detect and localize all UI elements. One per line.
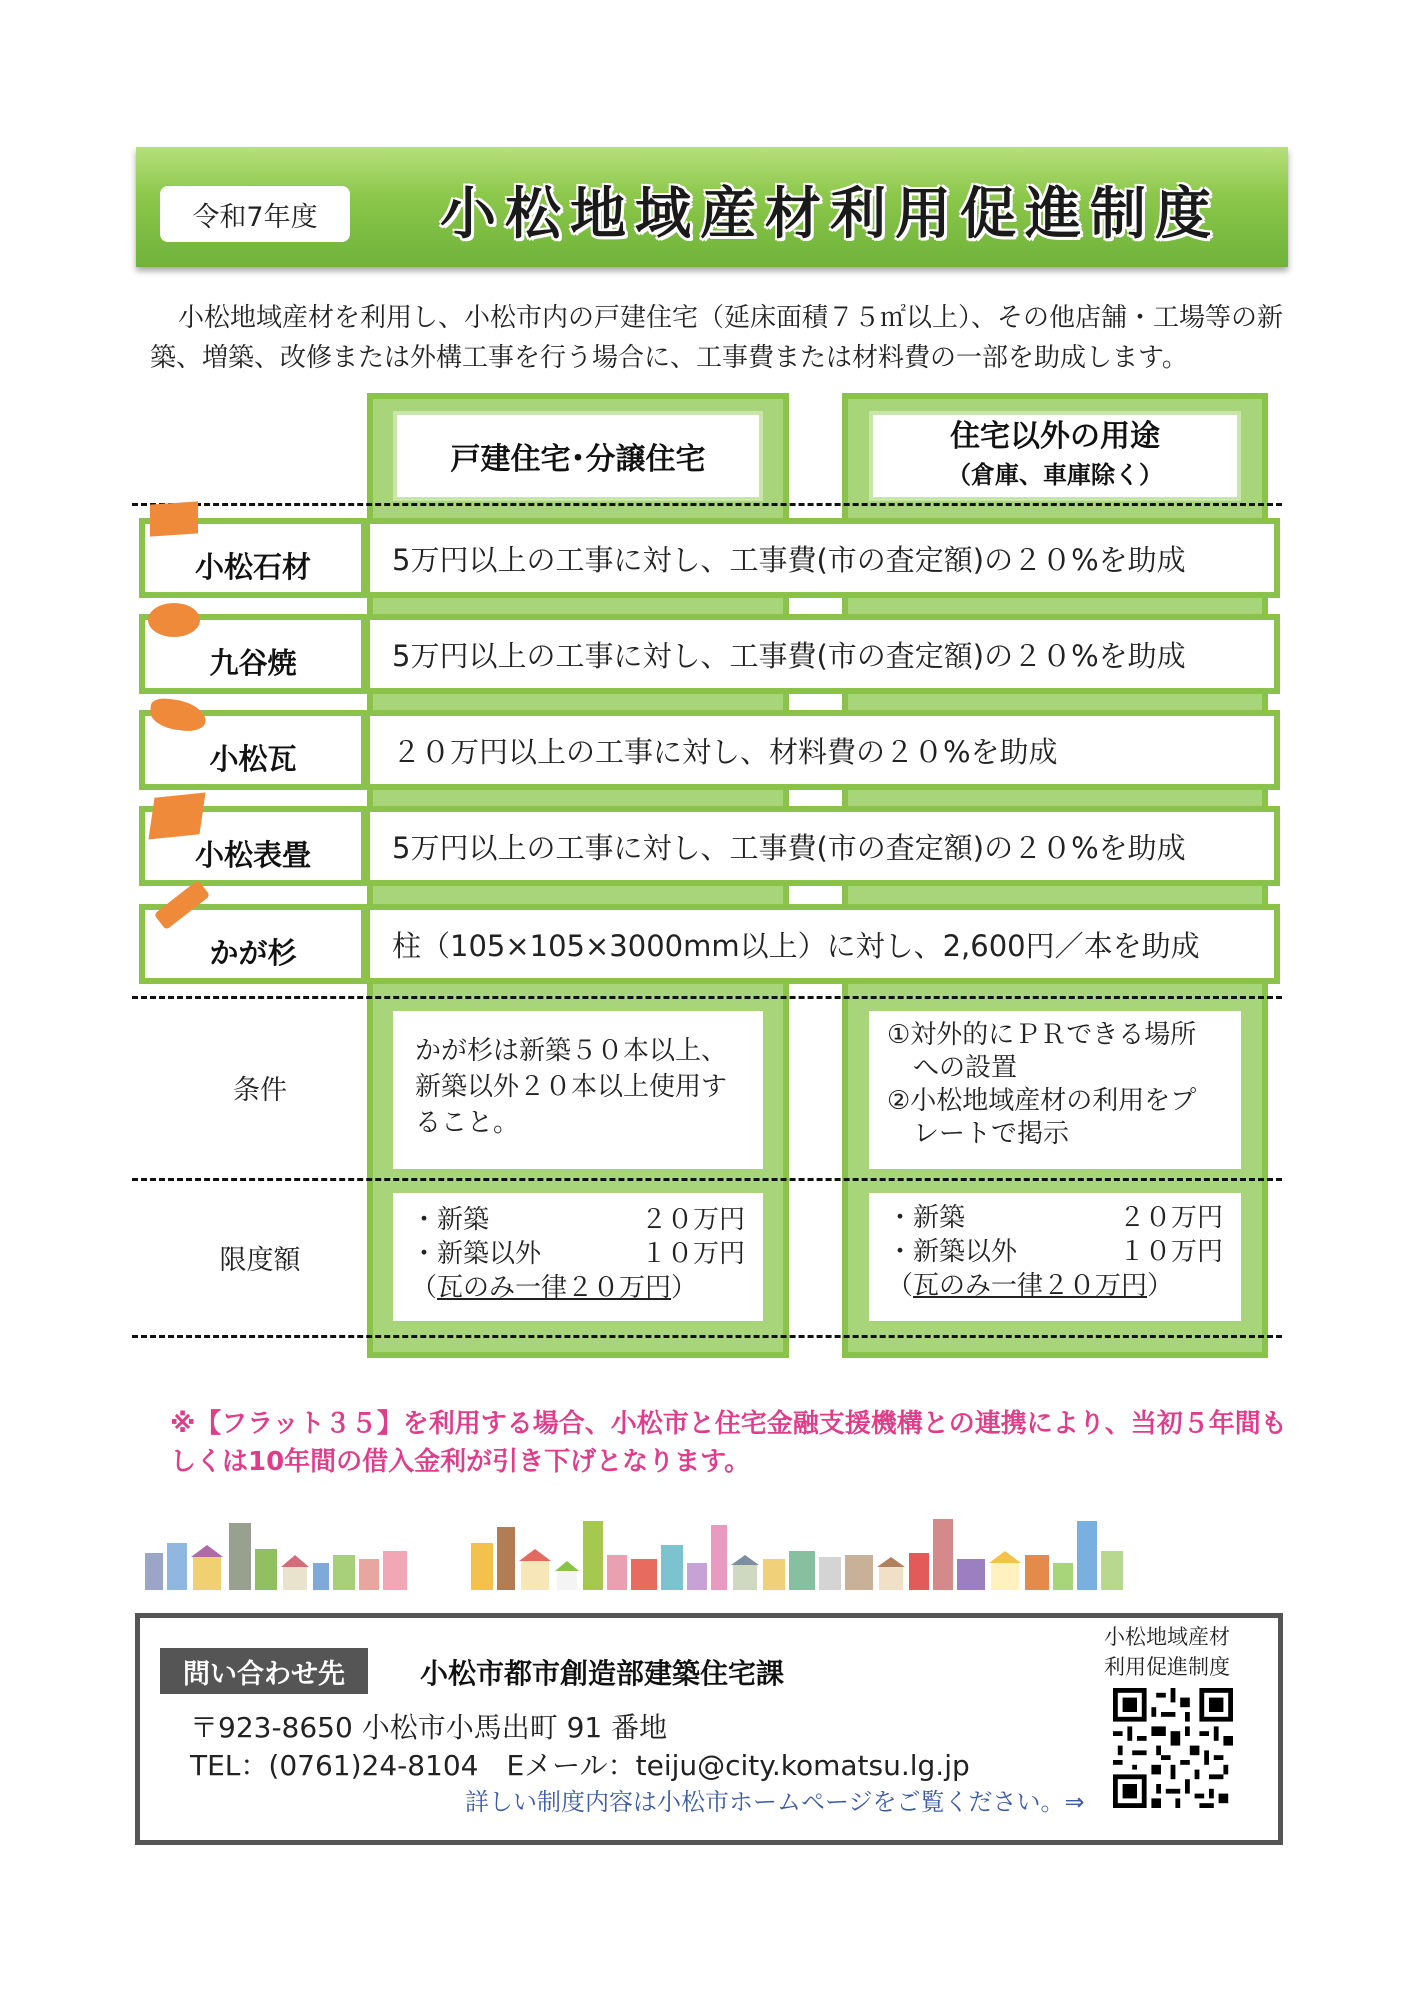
limit-other-label: ・新築以外 (887, 1237, 1018, 1267)
residential-conditions: かが杉は新築５０本以上、新築以外２０本以上使用すること。 (393, 1011, 763, 1169)
material-desc-stone: 5万円以上の工事に対し、工事費(市の査定額)の２０%を助成 (364, 518, 1280, 598)
paren: ） (1147, 1271, 1174, 1301)
material-label-tile: 小松瓦 (139, 710, 367, 790)
material-label-kutani: 九谷焼 (139, 614, 367, 694)
limit-new-label: ・新築 (887, 1203, 966, 1233)
fiscal-year-label: 令和7年度 (160, 186, 350, 242)
non-residential-conditions (869, 1011, 1241, 1169)
contact-tag: 問い合わせ先 (160, 1648, 368, 1694)
condition-line: レートで掲示 (913, 1119, 1070, 1149)
stone-ornament-icon (150, 501, 198, 536)
condition-line: への設置 (913, 1053, 1018, 1083)
flat35-note: ※【フラット３５】を利用する場合、小松市と住宅金融支援機構との連携により、当初５年間もしくは10年間の借入金利が引き下げとなります。 (170, 1409, 1287, 1477)
conditions-label: 条件 (233, 1075, 287, 1106)
non-residential-column-header (869, 411, 1241, 501)
condition-line: ②小松地域産材の利用をプ (887, 1086, 1197, 1116)
divider (132, 1335, 1282, 1338)
limit-other-value: １０万円 (1118, 1237, 1223, 1267)
residential-header-text: 戸建住宅･分譲住宅 (450, 442, 706, 477)
intro-text: 小松地域産材を利用し、小松市内の戸建住宅（延床面積７５㎡以上）、その他店舗・工場等の新築、増築、改修または外構工事を行う場合に、工事費または材料費の一部を助成します。 (150, 303, 1284, 373)
limit-new-label: ・新築 (411, 1205, 490, 1235)
paren: （ (887, 1271, 914, 1301)
material-label-stone: 小松石材 (139, 518, 367, 598)
town-skyline-illustration (145, 1515, 1250, 1590)
limit-other-value: １０万円 (640, 1239, 745, 1269)
contact-tel-email: TEL：(0761)24-8104 Eメール：teiju@city.komatsu.lg.jp (190, 1749, 970, 1782)
buildings-icon (145, 1519, 1123, 1590)
non-residential-header-text: 住宅以外の用途 (950, 419, 1160, 454)
contact-address: 〒923-8650 小松市小馬出町 91 番地 (190, 1711, 668, 1744)
divider (132, 1178, 1282, 1181)
page-title: 小松地域産材利用促進制度 (440, 182, 1220, 247)
limit-tile-note: 瓦のみ一律２０万円 (437, 1273, 672, 1303)
paren: （ (411, 1273, 438, 1303)
non-residential-header-sub: （倉庫、車庫除く） (947, 461, 1163, 489)
limit-other-label: ・新築以外 (411, 1239, 542, 1269)
material-label-tatami: 小松表畳 (139, 806, 367, 886)
kutani-ornament-icon (148, 603, 200, 637)
material-desc-tile: ２０万円以上の工事に対し、材料費の２０%を助成 (364, 710, 1280, 790)
qr-label-line: 利用促進制度 (1104, 1655, 1230, 1679)
material-desc-cedar: 柱（105×105×3000mm以上）に対し、2,600円／本を助成 (364, 904, 1280, 984)
residential-limits (393, 1193, 763, 1321)
limit-new-value: ２０万円 (1118, 1203, 1223, 1233)
tatami-ornament-icon (148, 793, 205, 840)
material-desc-kutani: 5万円以上の工事に対し、工事費(市の査定額)の２０%を助成 (364, 614, 1280, 694)
non-residential-limits (869, 1193, 1241, 1321)
divider (132, 996, 1282, 999)
condition-line: ①対外的にＰＲできる場所 (887, 1020, 1197, 1050)
limits-label: 限度額 (219, 1245, 301, 1276)
qr-label-line: 小松地域産材 (1104, 1625, 1230, 1649)
material-desc-tatami: 5万円以上の工事に対し、工事費(市の査定額)の２０%を助成 (364, 806, 1280, 886)
limit-new-value: ２０万円 (640, 1205, 745, 1235)
contact-department: 小松市都市創造部建築住宅課 (420, 1657, 785, 1690)
divider (132, 503, 1282, 506)
limit-tile-note: 瓦のみ一律２０万円 (913, 1271, 1148, 1301)
residential-column-header (393, 411, 763, 501)
material-label-cedar: かが杉 (139, 904, 367, 984)
qr-label (1092, 1622, 1242, 1682)
homepage-link-text[interactable]: 詳しい制度内容は小松市ホームページをご覧ください。⇒ (465, 1788, 1085, 1816)
qr-code-icon[interactable] (1113, 1688, 1233, 1808)
paren: ） (671, 1273, 698, 1303)
